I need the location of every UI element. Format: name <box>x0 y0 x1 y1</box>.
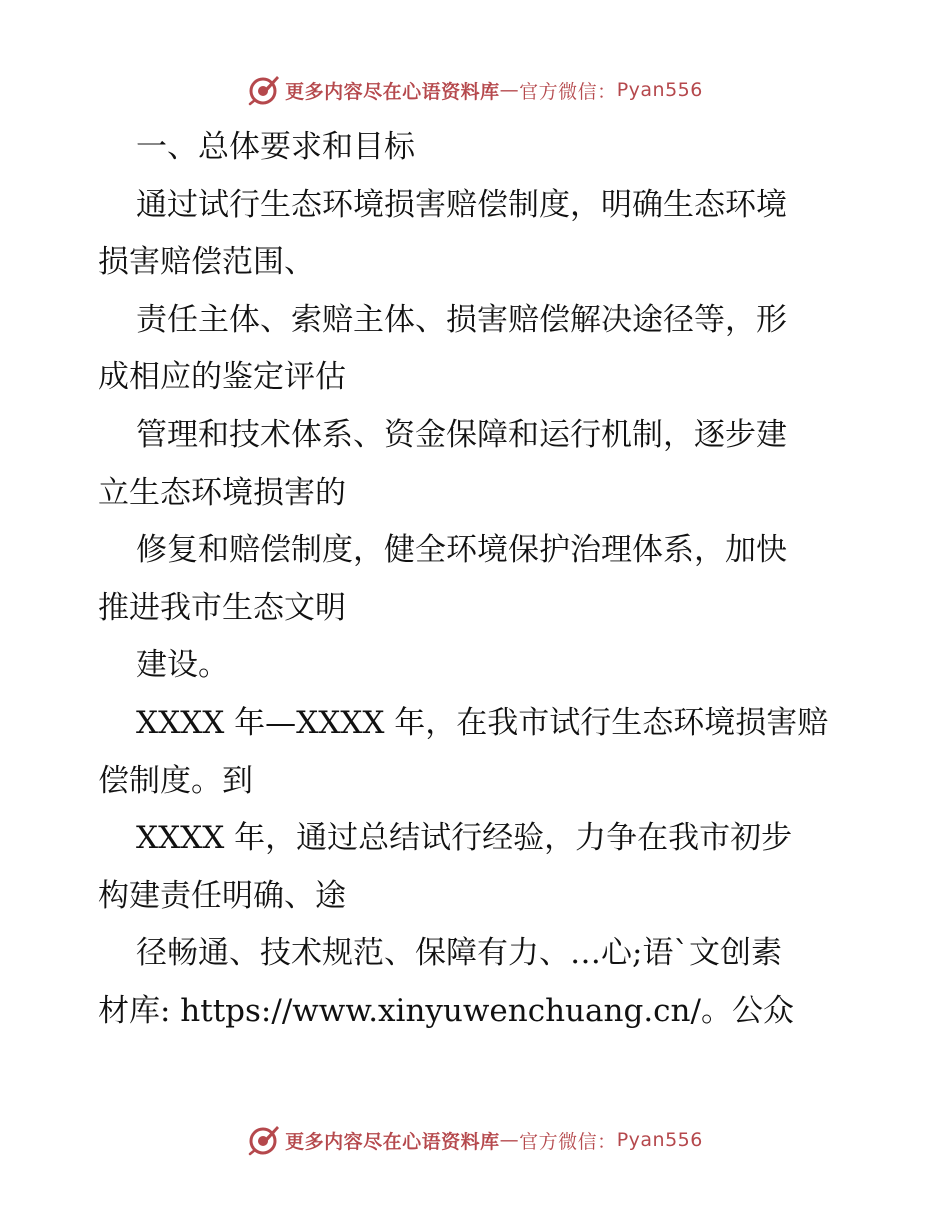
doc-line: 材库: https://www.xinyuwenchuang.cn/。公众 <box>98 992 794 1029</box>
header-banner <box>0 70 950 110</box>
doc-line: 立生态环境损害的 <box>98 474 346 511</box>
doc-line: 成相应的鉴定评估 <box>98 359 346 396</box>
doc-line: 修复和赔偿制度，健全环境保护治理体系，加快 <box>136 532 787 569</box>
footer-wechat-id: Pyan556 <box>616 1129 703 1151</box>
header-wechat-label: 官方微信： <box>519 80 617 103</box>
footer-separator: — <box>499 1129 520 1151</box>
doc-line: 一、总体要求和目标 <box>136 129 415 165</box>
header-wechat-id: Pyan556 <box>616 79 703 101</box>
doc-line: 推进我市生态文明 <box>98 589 346 626</box>
document-body <box>98 119 858 1041</box>
footer-wechat-label: 官方微信： <box>519 1130 617 1153</box>
doc-line: 通过试行生态环境损害赔偿制度，明确生态环境 <box>136 186 787 223</box>
doc-line: 损害赔偿范围、 <box>98 244 315 281</box>
quill-circle-logo-icon <box>247 73 281 107</box>
doc-line: 偿制度。到 <box>98 762 253 799</box>
footer-banner <box>0 1120 950 1160</box>
doc-line: 管理和技术体系、资金保障和运行机制，逐步建 <box>136 416 787 453</box>
quill-circle-logo-icon <box>247 1123 281 1157</box>
doc-line: XXXX 年—XXXX 年，在我市试行生态环境损害赔 <box>136 704 829 741</box>
header-brand-text: 更多内容尽在心语资料库 <box>285 80 500 103</box>
doc-line: 责任主体、索赔主体、损害赔偿解决途径等，形 <box>136 301 787 338</box>
doc-line: 径畅通、技术规范、保障有力、…心;语`文创素 <box>136 935 782 972</box>
doc-line: 构建责任明确、途 <box>98 877 346 914</box>
footer-brand-text: 更多内容尽在心语资料库 <box>285 1130 500 1153</box>
doc-line: XXXX 年，通过总结试行经验，力争在我市初步 <box>136 820 793 857</box>
doc-line: 建设。 <box>136 647 229 684</box>
header-separator: — <box>499 79 520 101</box>
